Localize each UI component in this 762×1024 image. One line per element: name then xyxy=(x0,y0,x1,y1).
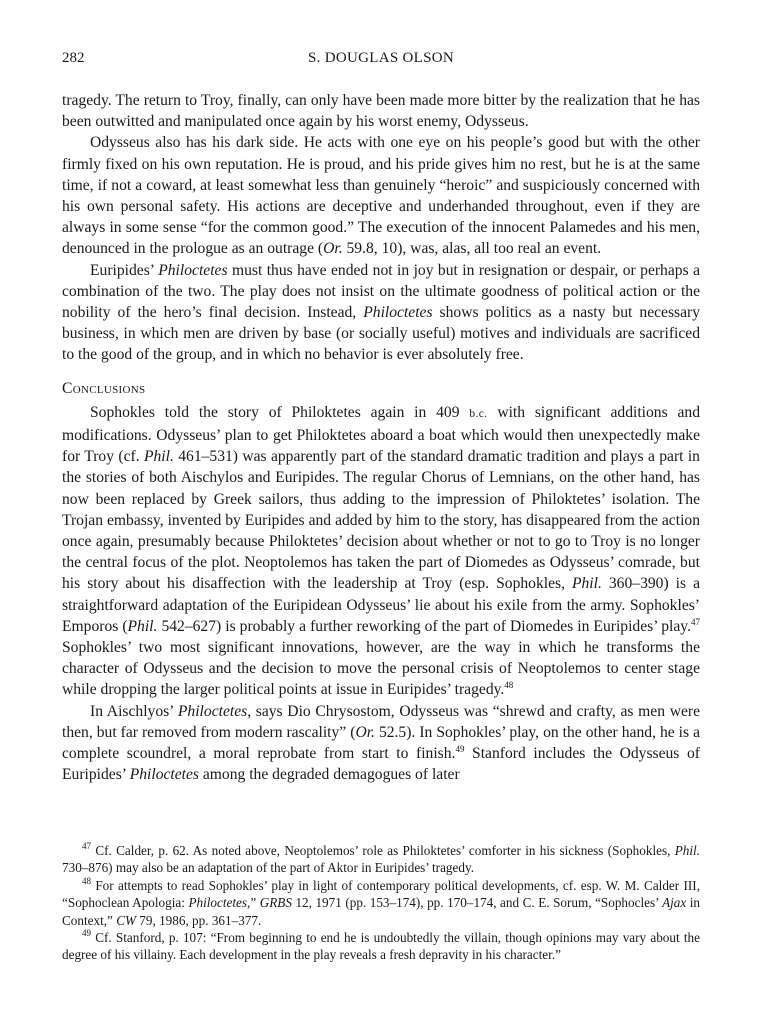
footnote-48: $^{48}$ For attempts to read Sophokles’ play in light of contemporary political developments, cf. esp. W. M. Calder III, “Sophoclean Apologia: Philoctetes,” GRBS 12, 1971 (pp. 153–174), pp. 170–174, and C. E. Sorum, “Sophocles’ Ajax in Context,” CW 79, 1986, pp. 361–377. xyxy=(62,875,701,928)
footnotes xyxy=(62,842,700,964)
paragraph-3: Euripides’ Philoctetes must thus have ended not in joy but in resignation or despair, or perhaps a combination of the two. The play does not insist on the ultimate goodness of political action or the nobility of the hero’s final decision. Instead, Philoctetes shows politics as a nasty but necessary business, in which men are driven by base (or socially useful) motives and individuals are sacrificed to the good of the group, and in which no behavior is ever absolutely free. xyxy=(62,261,701,364)
body-text xyxy=(62,90,700,786)
footnote-47: $^{47}$ Cf. Calder, p. 62. As noted above, Neoptolemos’ role as Philoktetes’ comforter in his sickness (Sophokles, Phil. 730–876) may also be an adaptation of the part of Aktor in Euripides’ tragedy. xyxy=(62,841,700,876)
footnote-ref-47[interactable]: 47 xyxy=(691,616,700,627)
paragraph-1: tragedy. The return to Troy, finally, can only have been made more bitter by the realization that he has been outwitted and manipulated once again by his worst enemy, Odysseus. xyxy=(62,92,700,131)
running-head: S. DOUGLAS OLSON xyxy=(307,50,455,66)
page-number: 282 xyxy=(62,50,85,66)
paragraph-2: Odysseus also has his dark side. He acts with one eye on his people’s good but with the other firmly fixed on his own reputation. He is proud, and his pride gives him no rest, but he is at the same time, if not a coward, at least somewhat less than genuinely “heroic” and suspiciously concerned with his own personal safety. His actions are deceptive and underhanded throughout, even if they are always in some sense “for the common good.” The execution of the innocent Palamedes and his men, denounced in the prologue as an outrage (Or. 59.8, 10), was, alas, all too real an event. xyxy=(62,134,700,258)
page-header xyxy=(62,50,700,74)
footnote-49: $^{49}$ Cf. Stanford, p. 107: “From beginning to end he is undoubtedly the villain, though opinions may vary about the degree of his villainy. Each development in the play reveals a fresh depravity in his character.” xyxy=(62,928,700,963)
section-heading: Conclusions xyxy=(62,379,146,397)
footnote-ref-49[interactable]: 49 xyxy=(455,744,465,755)
paragraph-4: Sophokles told the story of Philoktetes again in 409 b.c. with significant additions and modifications. Odysseus’ plan to get Philoktetes aboard a boat which would then unexpectedly make for Troy (cf. Phil. 461–531) was apparently part of the standard dramatic tradition and plays a part in the stories of both Aischylos and Euripides. The regular Chorus of Lemnians, on the other hand, has now been replaced by Greek sailors, thus adding to the impression of Philoktetes’ isolation. The Trojan embassy, invented by Euripides and added by him to the story, has disappeared from the action once again, presumably because Philoktetes’ decision about whether or not to go to Troy is no longer the central focus of the plot. Neoptolemos has taken the part of Diomedes as Odysseus’ comrade, but his story about his disaffection with the leadership at Troy (esp. Sophokles, Phil. 360–390) is a straightforward adaptation of the Euripidean Odysseus’ lie about his exile from the army. Sophokles’ Emporos (Phil. 542–627) is probably a further reworking of the part of Diomedes in Euripides’ play.$^{47}$ Sophokles’ two most significant innovations, however, are the way in which he transforms the character of Odysseus and the decision to move the personal crisis of Neoptolemos to center stage while dropping the larger political points at issue in Euripides’ tragedy.$^{48}$ xyxy=(62,403,700,699)
footnote-ref-48[interactable]: 48 xyxy=(504,680,514,691)
paragraph-5: In Aischlyos’ Philoctetes, says Dio Chrysostom, Odysseus was “shrewd and crafty, as men were then, but far removed from modern rascality” (Or. 52.5). In Sophokles’ play, on the other hand, he is a complete scoundrel, a moral reprobate from start to finish.$^{49}$ Stanford includes the Odysseus of Euripides’ Philoctetes among the degraded demagogues of later xyxy=(62,702,701,784)
